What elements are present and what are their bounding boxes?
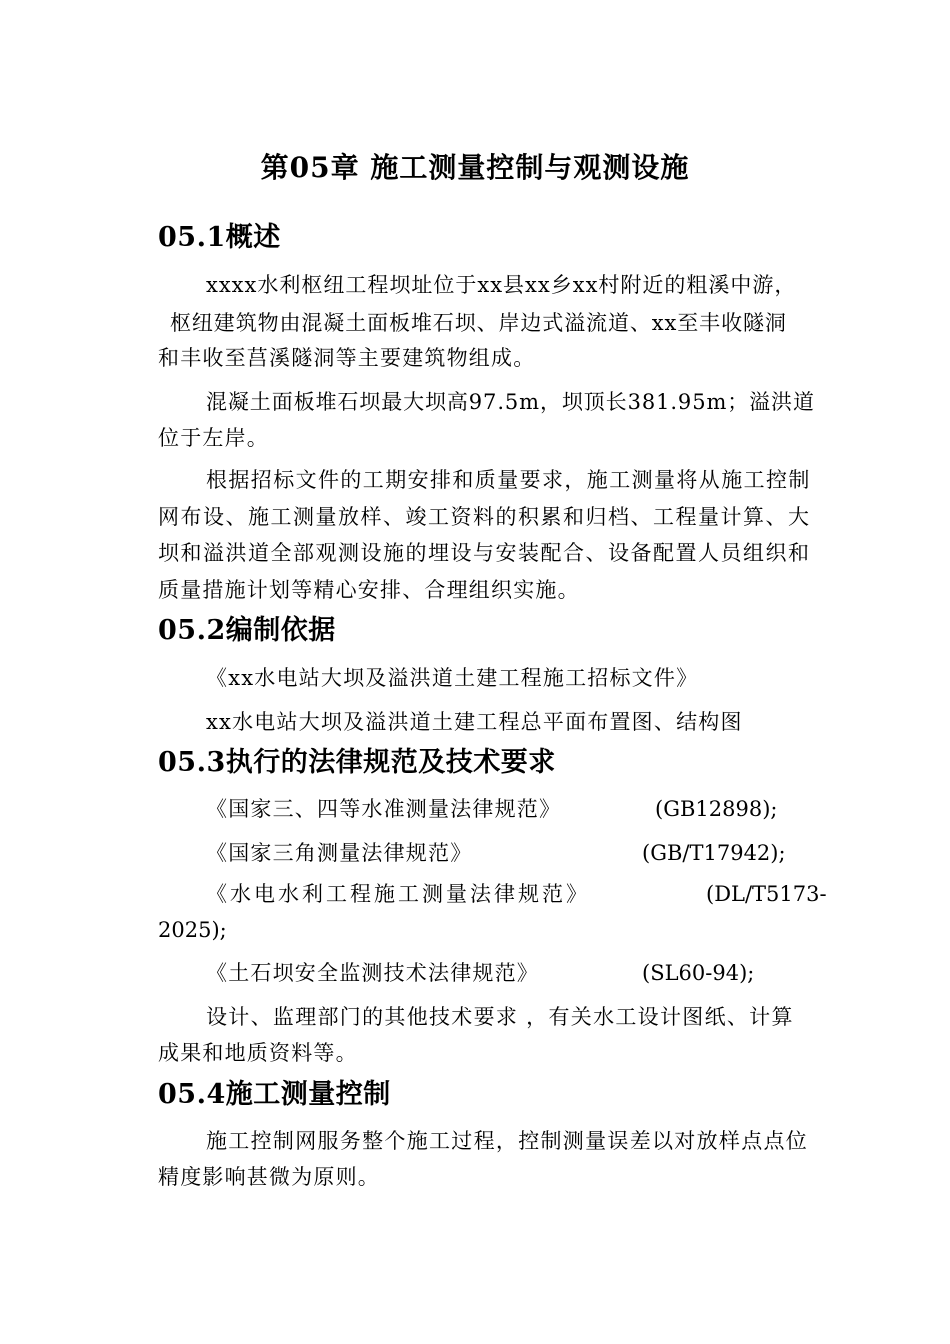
paragraph-line: 位于左岸。 — [158, 426, 269, 450]
paragraph-line: 成果和地质资料等。 — [158, 1041, 358, 1065]
paragraph-line: 质量措施计划等精心安排、合理组织实施。 — [158, 578, 580, 602]
chapter-title: 第05章 施工测量控制与观测设施 — [260, 151, 690, 184]
paragraph-line: 枢纽建筑物由混凝土面板堆石坝、岸边式溢流道、xx至丰收隧洞 — [170, 311, 787, 335]
paragraph-line: 网布设、施工测量放样、竣工资料的积累和归档、工程量计算、大 — [158, 505, 811, 529]
paragraph-line: 根据招标文件的工期安排和质量要求，施工测量将从施工控制 — [206, 468, 811, 492]
spec-name: 《水电水利工程施工测量法律规范》 — [206, 882, 590, 906]
paragraph-line: 设计、监理部门的其他技术要求 ，有关水工设计图纸、计算 — [206, 1005, 794, 1029]
reference-item: xx水电站大坝及溢洪道土建工程总平面布置图、结构图 — [206, 710, 743, 734]
paragraph-line: xxxx水利枢纽工程坝址位于xx县xx乡xx村附近的粗溪中游， — [206, 273, 797, 297]
paragraph-line: 和丰收至莒溪隧洞等主要建筑物组成。 — [158, 346, 536, 370]
section-heading-control: 05.4施工测量控制 — [158, 1079, 391, 1110]
spec-code: (SL60-94); — [642, 961, 755, 985]
spec-name: 《国家三、四等水准测量法律规范》 — [206, 797, 562, 821]
reference-item: 《xx水电站大坝及溢洪道土建工程施工招标文件》 — [206, 666, 699, 690]
spec-code: (GB/T17942); — [642, 841, 786, 865]
paragraph-line: 施工控制网服务整个施工过程，控制测量误差以对放样点点位 — [206, 1129, 809, 1153]
spec-name: 《国家三角测量法律规范》 — [206, 841, 473, 865]
paragraph-line: 坝和溢洪道全部观测设施的埋设与安装配合、设备配置人员组织和 — [158, 541, 811, 565]
paragraph-line: 混凝土面板堆石坝最大坝高97.5m，坝顶长381.95m；溢洪道 — [206, 390, 815, 414]
section-heading-overview: 05.1概述 — [158, 222, 281, 253]
spec-name: 《土石坝安全监测技术法律规范》 — [206, 961, 539, 985]
spec-code: (DL/T5173- — [706, 882, 827, 906]
spec-code-continued: 2025); — [158, 918, 227, 942]
section-heading-standards: 05.3执行的法律规范及技术要求 — [158, 747, 556, 778]
paragraph-line: 精度影响甚微为原则。 — [158, 1165, 380, 1189]
spec-code: (GB12898); — [655, 797, 778, 821]
section-heading-basis: 05.2编制依据 — [158, 615, 336, 646]
